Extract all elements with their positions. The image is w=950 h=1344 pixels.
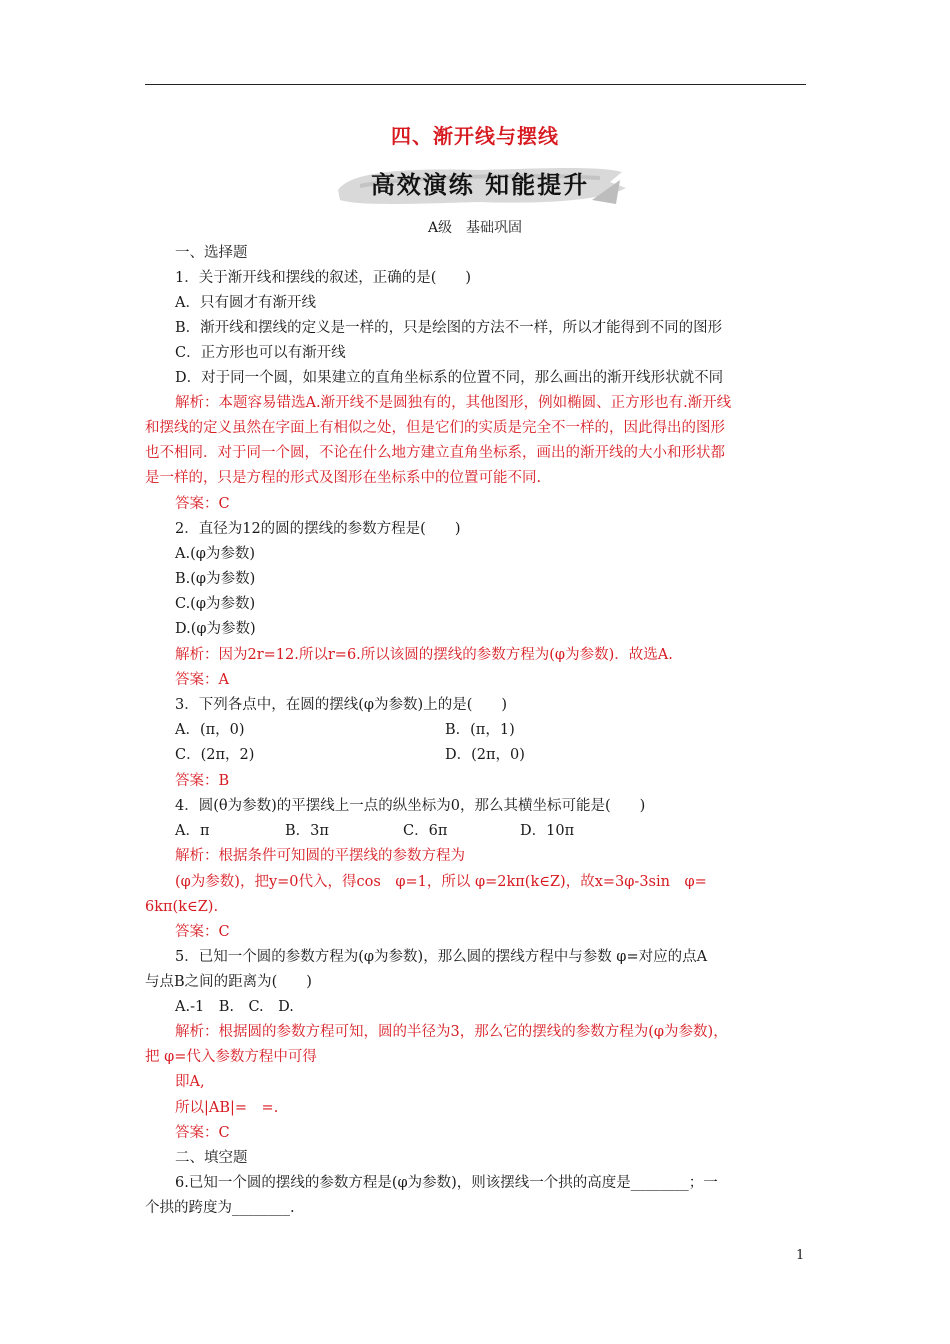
analysis-line: 也不相同．对于同一个圆，不论在什么地方建立直角坐标系，画出的渐开线的大小和形状都: [145, 445, 725, 461]
analysis-line: 是一样的，只是方程的形式及图形在坐标系中的位置可能不同.: [145, 470, 542, 486]
analysis-line: 把 φ=代入参数方程中可得: [145, 1049, 317, 1065]
analysis-line: 解析：根据条件可知圆的平摆线的参数方程为: [175, 848, 465, 864]
option-a: A.(φ为参数): [175, 546, 256, 562]
options-row: A.-1 B. C. D.: [175, 999, 294, 1015]
option-a: A．只有圆才有渐开线: [175, 295, 316, 311]
option-d: D．10π: [520, 823, 575, 839]
question-1: 1．关于渐开线和摆线的叙述，正确的是( ): [175, 270, 472, 286]
option-c: C．6π: [403, 823, 448, 839]
level-heading: A级 基础巩固: [427, 220, 523, 236]
analysis-line: 解析：因为2r=12.所以r=6.所以该圆的摆线的参数方程为(φ为参数)．故选A.: [175, 647, 673, 663]
answer-2: 答案：A: [175, 672, 229, 688]
section-heading: 二、填空题: [175, 1150, 248, 1166]
header-rule: [145, 84, 806, 85]
option-d: D．(2π，0): [445, 747, 525, 763]
option-d: D．对于同一个圆，如果建立的直角坐标系的位置不同，那么画出的渐开线形状就不同: [175, 370, 724, 386]
answer-4: 答案：C: [175, 924, 230, 940]
answer-5: 答案：C: [175, 1125, 230, 1141]
option-d: D.(φ为参数): [175, 621, 256, 637]
analysis-line: 即A,: [175, 1074, 205, 1090]
question-6: 6.已知一个圆的摆线的参数方程是(φ为参数)，则该摆线一个拱的高度是________；一: [175, 1175, 718, 1191]
option-b: B．3π: [285, 823, 329, 839]
banner-text: 高效演练 知能提升: [370, 171, 590, 199]
option-c: C．(2π，2): [175, 747, 255, 763]
section-heading: 一、选择题: [175, 245, 248, 261]
banner: [330, 160, 630, 210]
analysis-line: 和摆线的定义虽然在字面上有相似之处，但是它们的实质是完全不一样的，因此得出的图形: [145, 420, 725, 436]
question-2: 2．直径为12的圆的摆线的参数方程是( ): [175, 521, 461, 537]
question-4: 4．圆(θ为参数)的平摆线上一点的纵坐标为0，那么其横坐标可能是( ): [175, 798, 646, 814]
analysis-line: 解析：本题容易错选A.渐开线不是圆独有的，其他图形，例如椭圆、正方形也有.渐开线: [175, 395, 732, 411]
answer-1: 答案：C: [175, 496, 230, 512]
option-c: C．正方形也可以有渐开线: [175, 345, 346, 361]
analysis-line: 所以|AB|= =.: [175, 1100, 279, 1116]
question-5-cont: 与点B之间的距离为( ): [145, 974, 312, 990]
page-number: 1: [796, 1248, 805, 1263]
option-b: B．渐开线和摆线的定义是一样的，只是绘图的方法不一样，所以才能得到不同的图形: [175, 320, 723, 336]
section-title: 四、渐开线与摆线: [391, 124, 559, 148]
analysis-line: 6kπ(k∈Z).: [145, 899, 219, 915]
option-b: B．(π，1): [445, 722, 515, 738]
question-6-cont: 个拱的跨度为________.: [145, 1200, 295, 1216]
question-3: 3．下列各点中，在圆的摆线(φ为参数)上的是( ): [175, 697, 508, 713]
analysis-line: 解析：根据圆的参数方程可知，圆的半径为3，那么它的摆线的参数方程为(φ为参数)，: [175, 1024, 728, 1040]
option-c: C.(φ为参数): [175, 596, 256, 612]
answer-3: 答案：B: [175, 773, 230, 789]
option-b: B.(φ为参数): [175, 571, 256, 587]
question-5: 5．已知一个圆的参数方程为(φ为参数)，那么圆的摆线方程中与参数 φ=对应的点A: [175, 949, 708, 965]
option-a: A．π: [175, 823, 210, 839]
analysis-line: (φ为参数)，把y=0代入，得cos φ=1，所以 φ=2kπ(k∈Z)，故x=3φ-3sin φ=: [175, 874, 707, 890]
option-a: A．(π，0): [175, 722, 245, 738]
